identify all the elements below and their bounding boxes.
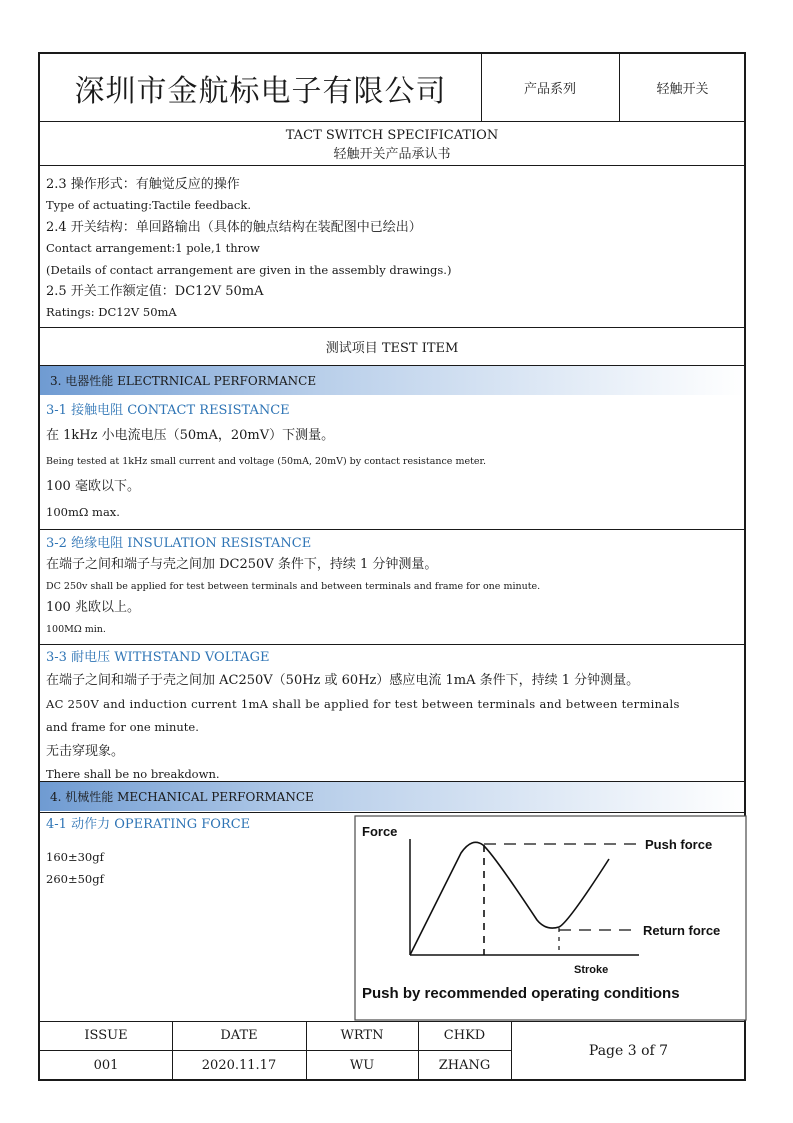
series-label: 产品系列 — [523, 82, 576, 97]
requirement-en: There shall be no breakdown. — [46, 767, 220, 782]
series-value: 轻触开关 — [656, 82, 709, 97]
y-axis-label: Force — [362, 824, 398, 839]
spec-line: 2.5 开关工作额定值：DC12V 50mA — [46, 284, 264, 300]
subsection-title: 3-2 绝缘电阻 INSULATION RESISTANCE — [46, 536, 312, 551]
test-condition-en: DC 250v shall be applied for test between terminals and between terminals and frame for one minute. — [46, 580, 541, 592]
test-condition-en: Being tested at 1kHz small current and voltage (50mA, 20mV) by contact resistance meter. — [46, 455, 487, 467]
insulation-resistance-block — [46, 533, 540, 640]
spec-line: 2.4 开关结构：单回路输出（具体的触点结构在装配图中已绘出） — [46, 219, 422, 235]
test-condition-cn: 在 1kHz 小电流电压（50mA，20mV）下测量。 — [46, 428, 335, 444]
requirement-en: 100mΩ max. — [46, 504, 120, 519]
subsection-title: 3-1 接触电阻 CONTACT RESISTANCE — [46, 403, 290, 418]
requirement-en: 100MΩ min. — [46, 623, 106, 635]
divider — [40, 121, 744, 122]
subsection-title: 4-1 动作力 OPERATING FORCE — [46, 817, 251, 832]
contact-resistance-block — [46, 400, 486, 523]
test-condition-en: and frame for one minute. — [46, 720, 199, 735]
divider — [40, 644, 744, 645]
divider — [40, 529, 744, 530]
push-force-label: Push force — [645, 837, 713, 852]
wrtn-header: WRTN — [340, 1028, 384, 1043]
force-value: 260±50gf — [46, 871, 104, 886]
spec-line: Ratings: DC12V 50mA — [46, 305, 177, 320]
test-condition-cn: 在端子之间和端子与壳之间加 DC250V 条件下，持续 1 分钟测量。 — [46, 557, 438, 573]
chkd-header: CHKD — [443, 1028, 486, 1043]
x-axis-label: Stroke — [574, 964, 609, 976]
spec-line: 2.3 操作形式：有触觉反应的操作 — [46, 177, 240, 192]
withstand-voltage-block — [46, 647, 680, 785]
document-title — [40, 126, 744, 164]
company-name: 深圳市金航标电子有限公司 — [74, 73, 447, 109]
spec-line: Type of actuating:Tactile feedback. — [46, 198, 251, 213]
divider — [40, 165, 744, 166]
chkd-value: ZHANG — [438, 1058, 491, 1073]
section-3-heading: 3. 电器性能 ELECTRNICAL PERFORMANCE — [40, 366, 744, 395]
divider — [40, 812, 744, 813]
figure-caption: Push by recommended operating conditions — [362, 985, 680, 1002]
section-2-block — [46, 174, 451, 324]
issue-value: 001 — [93, 1058, 119, 1073]
title-en: TACT SWITCH SPECIFICATION — [285, 128, 499, 143]
spec-page — [38, 52, 746, 1081]
requirement-cn: 100 毫欧以下。 — [46, 479, 140, 495]
test-condition-en: AC 250V and induction current 1mA shall be applied for test between terminals and between terminals — [46, 696, 680, 711]
requirement-cn: 100 兆欧以上。 — [46, 600, 140, 616]
force-value: 160±30gf — [46, 850, 104, 865]
section-4-heading: 4. 机械性能 MECHANICAL PERFORMANCE — [40, 782, 744, 811]
date-header: DATE — [220, 1028, 258, 1043]
return-force-label: Return force — [643, 923, 721, 938]
page-number: Page 3 of 7 — [588, 1043, 669, 1059]
date-value: 2020.11.17 — [201, 1058, 277, 1073]
spec-line: Contact arrangement:1 pole,1 throw — [46, 241, 260, 256]
requirement-cn: 无击穿现象。 — [46, 743, 125, 759]
issue-header: ISSUE — [84, 1028, 128, 1043]
force-stroke-diagram — [354, 815, 747, 1021]
wrtn-value: WU — [349, 1058, 375, 1073]
test-item-heading: 测试项目 TEST ITEM — [325, 340, 459, 356]
subsection-title: 3-3 耐电压 WITHSTAND VOLTAGE — [46, 650, 270, 665]
test-condition-cn: 在端子之间和端子于壳之间加 AC250V（50Hz 或 60Hz）感应电流 1mA 条件下，持续 1 分钟测量。 — [46, 673, 640, 689]
title-cn: 轻触开关产品承认书 — [333, 147, 451, 162]
spec-line: (Details of contact arrangement are given in the assembly drawings.) — [46, 262, 452, 277]
operating-force-block — [46, 814, 250, 890]
